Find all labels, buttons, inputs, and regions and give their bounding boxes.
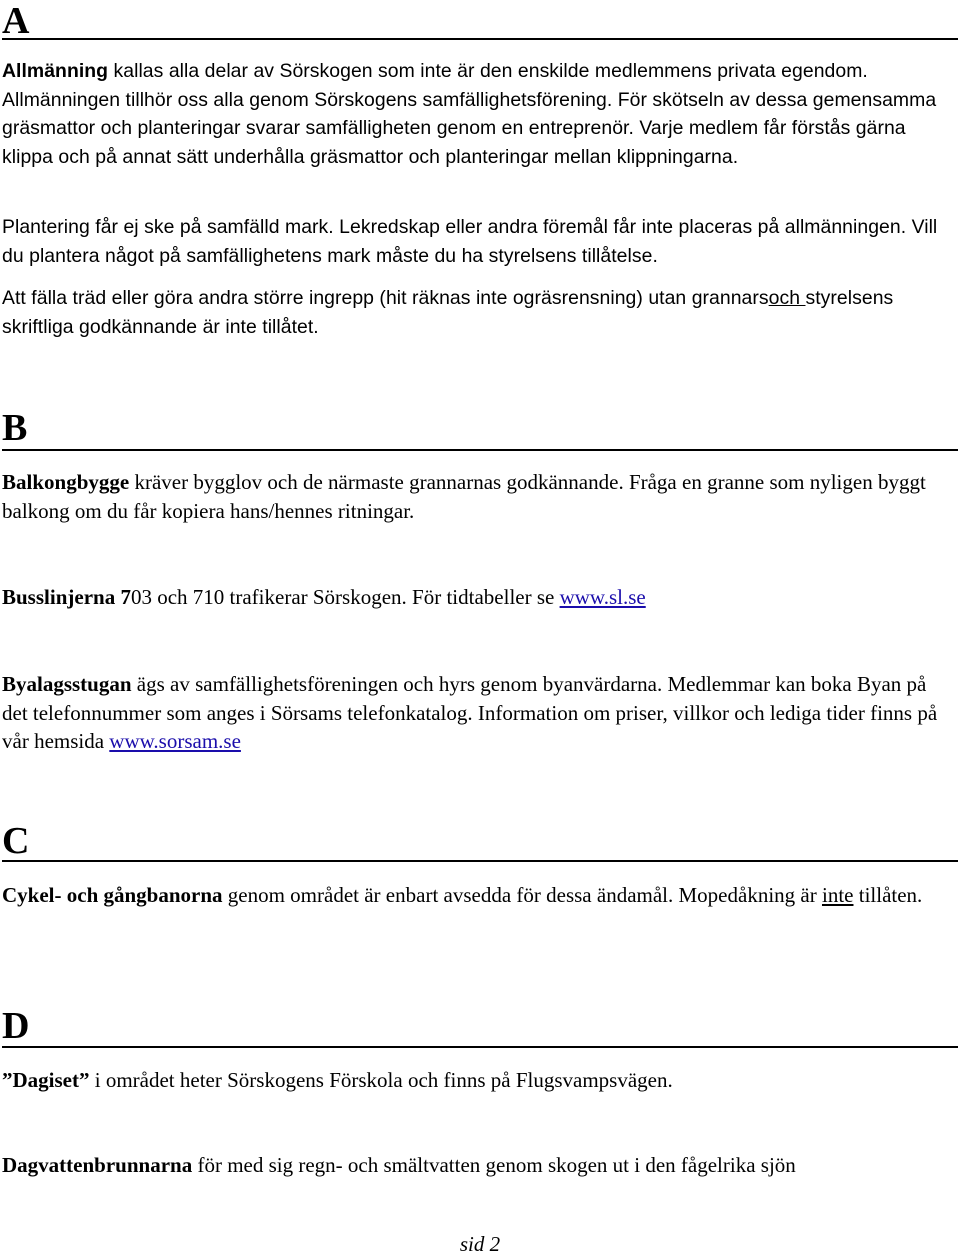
balkongbygge-term: Balkongbygge [2, 470, 130, 494]
allmanning-term: Allmänning [2, 60, 109, 82]
dagiset-paragraph [2, 1066, 954, 1095]
dagiset-term: ”Dagiset” [2, 1068, 90, 1092]
cykelbanor-paragraph [2, 881, 954, 910]
busslinjer-paragraph [2, 583, 954, 612]
section-a-heading: A [2, 0, 30, 42]
dagiset-text: i området heter Sörskogens Förskola och finns på Flugsvampsvägen. [89, 1068, 673, 1092]
section-d-rule [2, 1046, 958, 1048]
dagvattenbrunnar-paragraph [2, 1151, 954, 1180]
section-d-heading: D [2, 1005, 30, 1047]
section-a-rule [2, 38, 958, 40]
byalagsstugan-text: ägs av samfällighetsföreningen och hyrs genom byanvärdarna. Medlemmar kan boka Byan på det telefonnummer som anges i Sörsams telefonkatalog. Information om priser, villkor och lediga tider finns på vår hemsida [2, 672, 938, 754]
allmanning-text: kallas alla delar av Sörskogen som inte är den enskilde medlemmens privata egendom. Allmänningen tillhör oss alla genom Sörskogens samfällighetsförening. För skötseln av dessa gemensamma gräsmattor och planteringar svarar samfälligheten genom en entreprenör. Varje medlem får förstås gärna klippa och på annat sätt underhålla gräsmattor och planteringar mellan klippningarna. [2, 60, 937, 169]
cykelbanor-text-end: tillåten. [853, 883, 923, 907]
cykelbanor-underlined-text: inte [821, 883, 854, 907]
falla-text-start: Att fälla träd eller göra andra större ingrepp (hit räknas inte ogräsrensning) utan grannars [2, 287, 769, 309]
plantering-paragraph: Plantering får ej ske på samfälld mark. Lekredskap eller andra föremål får inte placeras på allmänningen. Vill du plantera något på samfällighetens mark måste du ha styrelsens tillåtelse. [2, 216, 938, 267]
balkongbygge-paragraph [2, 468, 954, 525]
sl-link[interactable]: www.sl.se [559, 585, 646, 609]
busslinjer-term: Busslinjerna 7 [2, 585, 131, 609]
cykelbanor-text-start: genom området är enbart avsedda för dessa ändamål. Mopedåkning är [222, 883, 822, 907]
busslinjer-text: 03 och 710 trafikerar Sörskogen. För tidtabeller se [130, 585, 560, 609]
dagvattenbrunnar-term: Dagvattenbrunnarna [2, 1153, 193, 1177]
cykelbanor-term: Cykel- och gångbanorna [2, 883, 223, 907]
section-b-rule [2, 449, 958, 451]
falla-trad-paragraph [2, 284, 954, 341]
section-b-heading: B [2, 407, 28, 449]
balkongbygge-text: kräver bygglov och de närmaste grannarnas godkännande. Fråga en granne som nyligen byggt balkong om du får kopiera hans/hennes ritningar. [2, 470, 926, 523]
falla-underlined-text: och [768, 287, 806, 309]
byalagsstugan-paragraph [2, 670, 954, 756]
section-c-heading: C [2, 820, 30, 862]
falla-text-end: styrelsens skriftliga godkännande är inte tillåtet. [2, 287, 894, 338]
page-number: sid 2 [459, 1232, 501, 1256]
sorsam-link[interactable]: www.sorsam.se [109, 729, 241, 754]
dagvattenbrunnar-text: för med sig regn- och smältvatten genom skogen ut i den fågelrika sjön [192, 1153, 796, 1177]
section-c-rule [2, 860, 958, 862]
allmanning-paragraph [2, 57, 954, 172]
byalagsstugan-term: Byalagsstugan [2, 672, 132, 696]
